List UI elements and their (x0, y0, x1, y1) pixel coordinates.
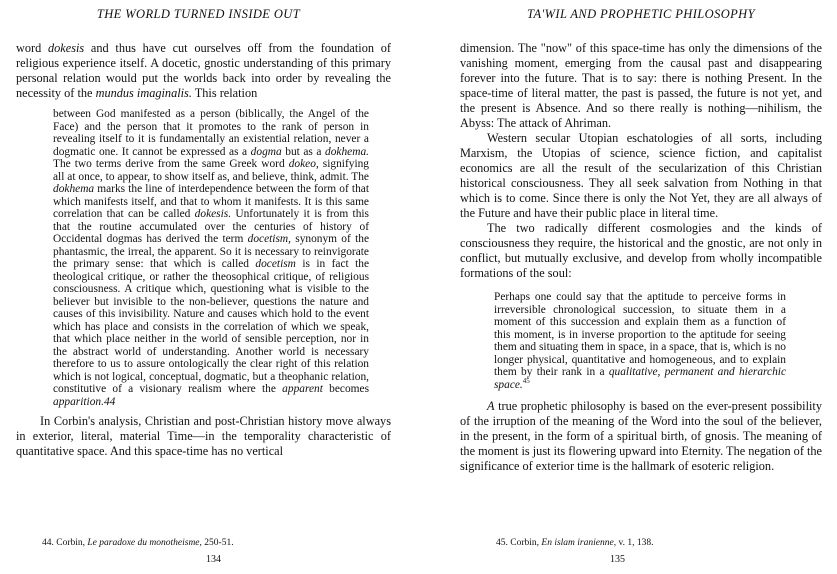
left-block-quote: between God manifested as a person (biblically, the Angel of the Face) and the person that it promotes to the rank of person in revealing itself to it is fundamentally an existential relation, never a dogmatic one. It cannot be expressed as a dogma but as a dokhema. The two terms derive from the same Greek word dokeo, signifying all at once, to appear, to show itself as, and believe, think, admit. The dokhema marks the line of interdependence between the form of that which manifests itself, and that to whom it manifests. It is this same correlation that can be called dokesis. Unfortunately it is from this that the routine accumulated over the centuries of history of Occidental dogmas has derived the term docetism, synonym of the phantasmic, the irreal, the apparent. So it is necessary to reinvigorate the primary sense: that which is called docetism is in fact the theological critique, or rather the theosophical critique, of religious consciousness. A critique which, questioning what is visible to the believer but invisible to the non-believer, questions the nature and causes of this invisibility. Nature and causes which hold to the event which has place and consists in the correlation of which we speak, that which place neither in the world of sensible perception, nor in the abstract world of understanding. Another world is necessary therefore to us to assure ontologically the clear right of this relation which is not logical, conceptual, dogmatic, but a theophanic relation, constitutive of a visionary realism where the apparent becomes apparition.44 (53, 108, 370, 408)
left-page (16, 0, 416, 574)
left-footnote: 44. Corbin, Le paradoxe du monotheisme, 250-51. (42, 538, 234, 548)
right-page (460, 0, 822, 574)
left-page-body (16, 41, 391, 459)
footnote-ref-45: 45 (522, 376, 530, 385)
right-footnote: 45. Corbin, En islam iranienne, v. 1, 138. (496, 538, 654, 548)
right-paragraph-3: The two radically different cosmologies and the kinds of consciousness they require, the historical and the gnostic, are not only in conflict, but mutually exclusive, and develop from wholly incompatible formations of the soul: (460, 221, 822, 280)
right-running-header: TA'WIL AND PROPHETIC PHILOSOPHY (527, 7, 755, 21)
right-page-body (460, 41, 822, 474)
left-paragraph-2: In Corbin's analysis, Christian and post-Christian history move always in exterior, literal, material Time—in the temporality characteristic of quantitative space. And this space-time has no vertical (16, 414, 391, 458)
left-paragraph-1: word dokesis and thus have cut ourselves off from the foundation of religious experience itself. A docetic, gnostic understanding of this primary personal relation would put the worlds back into order by revealing the necessity of the mundus imaginalis. This relation (16, 41, 391, 100)
left-page-number: 134 (206, 554, 221, 565)
right-paragraph-1: dimension. The "now" of this space-time has only the dimensions of the vanishing moment, emerging from the causal past and disappearing forever into the future. That is to say: there is nothing Present. In the space-time of literal matter, the past is passed, the future is not yet, and the present is Absence. And so there really is nothing—nihilism, the Abyss: The attack of Ahriman. (460, 41, 822, 130)
right-block-quote: Perhaps one could say that the aptitude to perceive forms in irreversible chronological succession, to situate them in a moment of this succession and explain them as a function of this moment, is in inverse proportion to the aptitude for seeing them and situating them in space, in a space, that is, which is no longer physical, quantitative and homogeneous, and to explain them by their rank in a qualitative, permanent and hierarchic space.$^{45}$ (494, 291, 787, 391)
right-page-number: 135 (610, 554, 625, 565)
right-paragraph-2: Western secular Utopian eschatologies of all sorts, including Marxism, the Utopias of science, science fiction, and capitalist economics are all the result of the secularization of this Christian historical consciousness. They all seek salvation from Nothing in that which is to come. Since there is only the Not Yet, they are all always of the Future and have their public place in literal time. (460, 131, 822, 220)
right-paragraph-4: A true prophetic philosophy is based on the ever-present possibility of the irruption of the meaning of the Word into the soul of the believer, in the present, in the form of a spiritual birth, of gnosis. The meaning of the moment is just its flowering upward into Eternity. The negation of the significance of exterior time is the hallmark of esoteric religion. (460, 399, 823, 473)
left-running-header: THE WORLD TURNED INSIDE OUT (96, 7, 301, 21)
